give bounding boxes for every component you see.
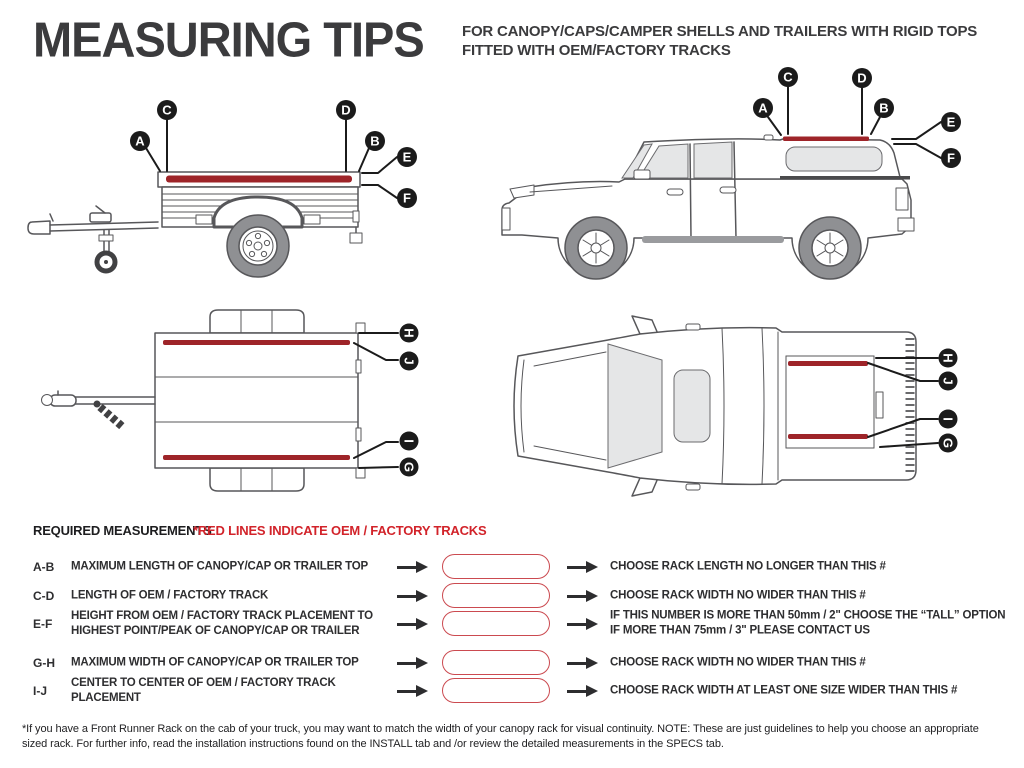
label-marker-i <box>400 432 419 451</box>
oem-track-red-line-truck-side <box>783 137 869 142</box>
arrow-right-icon <box>567 618 598 630</box>
arrow-right-icon <box>567 657 598 669</box>
svg-text:H: H <box>401 328 417 338</box>
arrow-right-icon <box>397 561 428 573</box>
trailer-side-body <box>28 172 362 277</box>
arrow-right-icon <box>567 685 598 697</box>
svg-text:C: C <box>783 69 793 85</box>
measurement-description: MAXIMUM WIDTH OF CANOPY/CAP OR TRAILER TOP <box>71 656 359 668</box>
arrow-right-icon <box>397 685 428 697</box>
label-marker-d <box>336 100 356 120</box>
svg-text:A: A <box>758 100 768 116</box>
required-measurements-heading <box>33 523 487 538</box>
measurement-instruction: CHOOSE RACK WIDTH NO WIDER THAN THIS # <box>610 655 866 668</box>
measurement-key: C-D <box>33 588 55 603</box>
page-title: MEASURING TIPS <box>33 11 424 67</box>
truck-side-view-drawing <box>492 58 1022 303</box>
measurement-description: LENGTH OF OEM / FACTORY TRACK <box>71 589 269 601</box>
measurement-instruction <box>610 608 1020 639</box>
instruction-line-1: IF THIS NUMBER IS MORE THAN 50mm / 2" CHOOSE THE “TALL” OPTION <box>610 609 1006 621</box>
truck-top-body <box>514 316 916 496</box>
arrow-right-icon <box>397 618 428 630</box>
label-marker-i <box>939 410 958 429</box>
svg-text:D: D <box>341 102 351 118</box>
measurement-row-ij <box>33 678 1023 703</box>
label-marker-c <box>157 100 177 120</box>
svg-text:D: D <box>857 70 867 86</box>
red-lines-legend: *RED LINES INDICATE OEM / FACTORY TRACKS <box>193 523 487 538</box>
svg-text:I: I <box>401 439 417 443</box>
svg-text:E: E <box>946 114 956 130</box>
label-marker-d <box>852 68 872 88</box>
arrow-right-icon <box>567 561 598 573</box>
label-marker-g <box>400 458 419 477</box>
arrow-right-icon <box>397 590 428 602</box>
label-marker-e <box>397 147 417 167</box>
footnote-line-2: sized rack. For further info, read the installation instructions found on the INSTALL tab and /or review the detailed measurements in the SPECS tab. <box>22 737 724 750</box>
measurement-key: E-F <box>33 616 53 631</box>
trailer-top-view-drawing <box>20 300 440 500</box>
footnote-line-1: *If you have a Front Runner Rack on the cab of your truck, you may want to match the width of your canopy rack for visual continuity. NOTE: These are just guidelines to help you choose an appropriate <box>22 723 979 735</box>
trailer-top-body <box>42 310 366 491</box>
description-line-2: HIGHEST POINT/PEAK OF CANOPY/CAP OR TRAILER <box>71 624 360 637</box>
arrow-right-icon <box>397 657 428 669</box>
measurement-row-ab <box>33 554 1023 579</box>
oem-track-red-line-trailer-side <box>166 176 352 183</box>
subtitle-line-2: FITTED WITH OEM/FACTORY TRACKS <box>462 42 731 59</box>
label-marker-f <box>941 148 961 168</box>
label-marker-g <box>939 434 958 453</box>
label-marker-h <box>400 324 419 343</box>
truck-side-body <box>502 135 914 279</box>
svg-text:C: C <box>162 102 172 118</box>
measurement-instruction: CHOOSE RACK WIDTH NO WIDER THAN THIS # <box>610 588 866 601</box>
label-marker-b <box>365 131 385 151</box>
measurement-description: MAXIMUM LENGTH OF CANOPY/CAP OR TRAILER TOP <box>71 560 369 572</box>
label-marker-j <box>400 352 419 371</box>
label-marker-a <box>130 131 150 151</box>
measurement-input-box[interactable] <box>442 678 550 703</box>
measurement-input-box[interactable] <box>442 611 550 636</box>
label-marker-c <box>778 67 798 87</box>
measurement-key: I-J <box>33 683 48 698</box>
description-line-1: HEIGHT FROM OEM / FACTORY TRACK PLACEMENT TO <box>71 609 373 622</box>
svg-text:G: G <box>940 437 956 449</box>
svg-text:E: E <box>402 149 412 165</box>
label-marker-h <box>939 349 958 368</box>
svg-text:J: J <box>940 377 956 385</box>
measurement-input-box[interactable] <box>442 583 550 608</box>
svg-text:B: B <box>370 133 380 149</box>
measurement-key: G-H <box>33 655 55 670</box>
svg-text:B: B <box>879 100 889 116</box>
arrow-right-icon <box>567 590 598 602</box>
label-marker-j <box>939 372 958 391</box>
svg-text:J: J <box>401 357 417 365</box>
measurement-row-ef <box>33 611 1023 636</box>
trailer-top-leader-lines <box>354 333 398 468</box>
svg-text:H: H <box>940 353 956 363</box>
measurement-instruction: CHOOSE RACK LENGTH NO LONGER THAN THIS # <box>610 559 886 572</box>
svg-text:A: A <box>135 133 145 149</box>
label-marker-a <box>753 98 773 118</box>
svg-text:G: G <box>401 461 417 473</box>
label-marker-f <box>397 188 417 208</box>
svg-text:I: I <box>940 417 956 421</box>
truck-top-view-drawing <box>490 310 1020 505</box>
measurement-input-box[interactable] <box>442 554 550 579</box>
footnote <box>22 722 1016 751</box>
svg-text:F: F <box>947 150 955 166</box>
label-marker-b <box>874 98 894 118</box>
trailer-side-view-drawing <box>20 85 440 300</box>
measurement-row-gh <box>33 650 1023 675</box>
page-subtitle <box>462 22 977 60</box>
measurement-description <box>71 609 391 639</box>
subtitle-line-1: FOR CANOPY/CAPS/CAMPER SHELLS AND TRAILERS WITH RIGID TOPS <box>462 23 978 40</box>
instruction-line-2: IF MORE THAN 75mm / 3" PLEASE CONTACT US <box>610 624 870 637</box>
svg-text:F: F <box>403 190 411 206</box>
required-measurements-label: REQUIRED MEASUREMENTS <box>33 523 212 538</box>
measurement-key: A-B <box>33 559 55 574</box>
measurement-input-box[interactable] <box>442 650 550 675</box>
label-marker-e <box>941 112 961 132</box>
measurement-instruction: CHOOSE RACK WIDTH AT LEAST ONE SIZE WIDER THAN THIS # <box>610 683 958 696</box>
measurement-description: CENTER TO CENTER OF OEM / FACTORY TRACK PLACEMENT <box>71 676 336 704</box>
measurement-row-cd <box>33 583 1023 608</box>
